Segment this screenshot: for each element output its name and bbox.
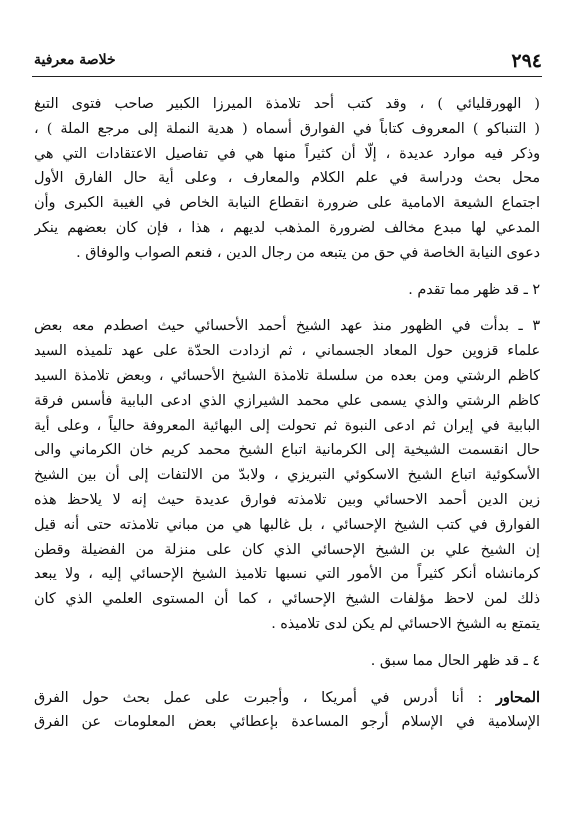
text-line: ٢ ـ قد ظهر مما تقدم . [408,281,540,298]
page-number: ٢٩٤ [511,50,542,72]
paragraph-point-4 [34,649,540,674]
text-line: إن الشيخ علي بن الشيخ الإحسائي الذي كان على منزلة من الفضيلة وقطن [34,541,540,558]
running-title: خلاصة معرفية [34,52,116,68]
text-line: كاظم الرشتي والذي يسمى علي محمد الشيرازي الذي ادعى البابية فأسس فرقة [34,392,540,409]
text-line: دعوى النيابة الخاصة في حق من يتبعه من رجال الدين ، فنعم الصواب والوفاق . [76,244,540,261]
text-line: كرمانشاه أنكر كثيراً من الأمور التي نسبها تلاميذ الشيخ الإحسائي إليه ، ولا يبعد [34,566,540,583]
text-line: ( التنباكو ) المعروف كتاباً في الفوارق أسماه ( هدية النملة إلى مرجع الملة ) ، [34,120,540,137]
text-line: وذكر فيه موارد عديدة ، إلّا أن كثيراً منها هي في تفاصيل الاعتقادات التي هي [34,145,540,162]
page-header [32,46,542,77]
text-line: ٣ ـ بدأت في الظهور منذ عهد الشيخ أحمد الأحسائي حيث اصطدم معه بعض [34,318,540,335]
page-body [34,92,540,735]
text-line: ٤ ـ قد ظهر الحال مما سبق . [370,652,540,669]
paragraph-interlocutor [34,686,540,736]
text-line: حال انقسمت الشيخية إلى الكرمانية اتباع الشيخ محمد كريم خان الكرماني والى [34,442,540,459]
text-line: علماء قزوين حول المعاد الجسماني ، ثم ازدادت الحدّة على عهد تلميذه السيد [34,343,540,360]
text-line: البابية في إيران ثم ادعى النبوة ثم تحولت إلى البهائية المعروفة حالياً ، وعلى أية [34,417,540,434]
speaker-text: : أنا أدرس في أمريكا ، وأجبرت على عمل بحث حول الفرق [34,689,483,706]
text-line: زين الدين أحمد الاحسائي وبين تلامذته فوارق عديدة حيث إنه لا يلاحظ هذه [34,491,540,508]
text-line: كاظم الرشتي ومن بعده من سلسلة تلامذة الشيخ الأحسائي ، وبعض تلامذة السيد [34,367,540,384]
text-line: الفوارق في كتب الشيخ الإحسائي ، بل غالبها هي من مباني تلامذته حتى أنه قيل [34,516,540,533]
text-line: الإسلامية في الإسلام أرجو المساعدة بإعطائي بعض المعلومات عن الفرق [34,714,540,731]
text-line: يتمتع به الشيخ الاحسائي لم يكن لدى تلاميذه . [271,615,540,632]
paragraph-point-3 [34,314,540,636]
text-line: محل بحث ودراسة في علم الكلام والمعارف ، وعلى أية حال الفارق الأول [34,170,540,187]
text-line: اجتماع الشيعة الامامية على ضرورة انقطاع النيابة الخاص في الغيبة الكبرى وأن [34,195,540,212]
text-line: المدعي لها مبدع مخالف لضرورة المذهب لديهم ، هذا ، فإن كان بعضهم ينكر [34,219,540,236]
text-line [34,686,540,711]
speaker-label: المحاور [496,689,540,706]
paragraph-continuation [34,92,540,266]
text-line: ذلك لمن لاحظ مؤلفات الشيخ الإحسائي ، كما أن المستوى العلمي الذي كان [34,591,540,608]
text-line: ( الهورقليائي ) ، وقد كتب أحد تلامذة الميرزا الكبير صاحب فتوى التبغ [34,96,540,112]
paragraph-point-2 [34,278,540,303]
text-line: الأسكوئية اتباع الشيخ الاسكوئي التبريزي ، ولابدّ من الالتفات إلى أن بين الشيخ [34,467,540,484]
